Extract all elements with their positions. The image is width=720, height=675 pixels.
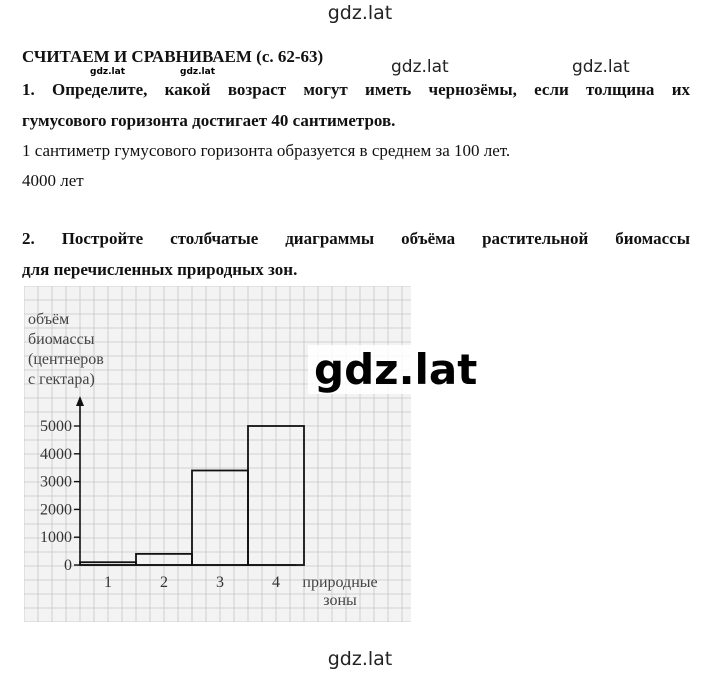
question-2-line-1: 2. Постройте столбчатые диаграммы объёма растительной биомассы (22, 229, 690, 248)
y-axis-label: (центнеров (28, 351, 104, 368)
watermark-bottom: gdz.lat (327, 648, 393, 670)
chart-svg (24, 286, 411, 622)
y-tick-label: 1000 (40, 529, 72, 547)
watermark-small-2: gdz.lat (180, 67, 216, 77)
watermark-right-1: gdz.lat (391, 57, 449, 77)
y-axis-label: с гектара) (28, 371, 95, 388)
watermark-right-2: gdz.lat (572, 57, 630, 77)
watermark-small-1: gdz.lat (90, 67, 126, 77)
x-tick-label: 4 (272, 574, 280, 591)
question-2-line-2: для перечисленных природных зон. (22, 260, 298, 279)
y-tick-label: 0 (64, 557, 72, 574)
answer-1-result: 4000 лет (22, 171, 84, 190)
x-tick-label: 3 (216, 574, 224, 591)
x-tick-label: 1 (104, 574, 112, 591)
x-axis-label: зоны (323, 592, 357, 609)
y-axis-label: биомассы (28, 331, 95, 348)
question-1-line-2: гумусового горизонта достигает 40 сантиметров. (22, 111, 396, 130)
section-heading: СЧИТАЕМ И СРАВНИВАЕМ (с. 62-63) (22, 47, 324, 66)
watermark-top: gdz.lat (327, 2, 393, 24)
x-tick-label: 2 (160, 574, 168, 591)
watermark-chart: gdz.lat (308, 345, 483, 394)
x-axis-label: природные (302, 574, 378, 591)
question-1-line-1: 1. Определите, какой возраст могут иметь чернозёмы, если толщина их (22, 80, 690, 99)
y-tick-label: 4000 (40, 445, 72, 463)
y-tick-label: 5000 (40, 418, 72, 435)
y-axis-label: объём (28, 311, 70, 328)
answer-1-explanation: 1 сантиметр гумусового горизонта образуется в среднем за 100 лет. (22, 141, 511, 160)
y-tick-label: 2000 (40, 501, 72, 519)
y-tick-label: 3000 (40, 473, 72, 491)
biomass-bar-chart (24, 286, 411, 622)
